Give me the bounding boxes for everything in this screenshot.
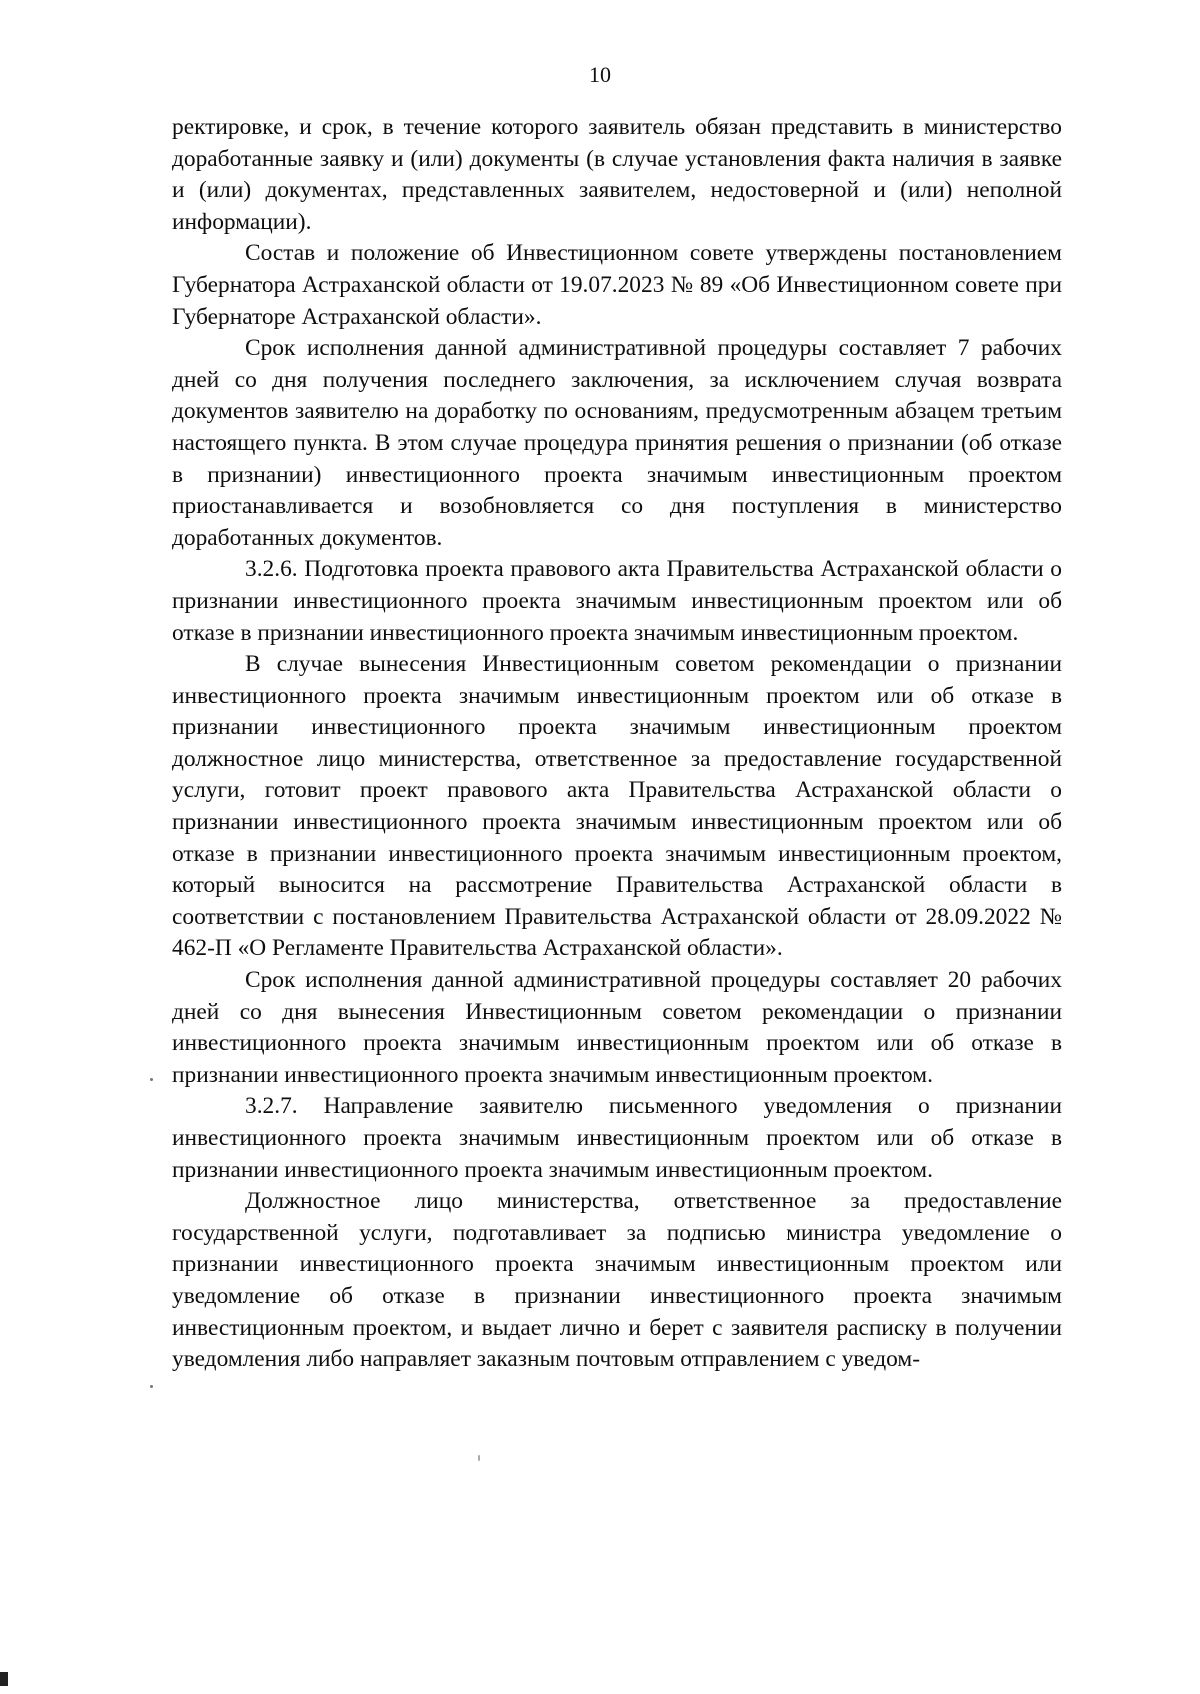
paragraph-draft-legal-act: В случае вынесения Инвестиционным советом рекомендации о признании инвестиционного проекта значимым инвестиционным проектом или об отказе в признании инвестиционного проекта значимым инвестиционным проектом должностное лицо министерства, ответственное за предоставление государственной услуги, готовит проект правового акта Правительства Астраханской области о признании инвестиционного проекта значимым инвестиционным проектом или об отказе в признании инвестиционного проекта значимым инвестиционным проектом, который выносится на рассмотрение Правительства Астраханской области в соответствии с постановлением Правительства Астраханской области от 28.09.2022 № 462-П «О Регламенте Правительства Астраханской области». [172,651,1062,962]
body-text [172,112,1062,1376]
section-heading-3-2-7: 3.2.7. Направление заявителю письменного уведомления о признании инвестиционного проекта значимым инвестиционным проектом или об отказе в признании инвестиционного проекта значимым инвестиционным проектом. [172,1093,1062,1183]
scan-speck [478,1455,480,1461]
scan-speck [150,1078,153,1081]
paragraph-continuation: ректировке, и срок, в течение которого заявитель обязан представить в министерство доработанные заявку и (или) документы (в случае установления факта наличия в заявке и (или) документах, представленных заявителем, недостоверной и (или) неполной информации). [172,114,1062,235]
paragraph-procedure-term-20-days: Срок исполнения данной административной процедуры составляет 20 рабочих дней со дня вынесения Инвестиционным советом рекомендации о признании инвестиционного проекта значимым инвестиционным проектом или об отказе в признании инвестиционного проекта значимым инвестиционным проектом. [172,967,1062,1088]
section-heading-3-2-6: 3.2.6. Подготовка проекта правового акта Правительства Астраханской области о признании инвестиционного проекта значимым инвестиционным проектом или об отказе в признании инвестиционного проекта значимым инвестиционным проектом. [172,556,1062,646]
paragraph-procedure-term-7-days: Срок исполнения данной административной процедуры составляет 7 рабочих дней со дня получения последнего заключения, за исключением случая возврата документов заявителю на доработку по основаниям, предусмотренным абзацем третьим настоящего пункта. В этом случае процедура принятия решения о признании (об отказе в признании) инвестиционного проекта значимым инвестиционным проектом приостанавливается и возобновляется со дня поступления в министерство доработанных документов. [172,335,1062,551]
scan-edge-mark [0,1672,8,1686]
paragraph-council-composition: Состав и положение об Инвестиционном совете утверждены постановлением Губернатора Астраханской области от 19.07.2023 № 89 «Об Инвестиционном совете при Губернаторе Астраханской области». [172,240,1062,330]
paragraph-notification: Должностное лицо министерства, ответственное за предоставление государственной услуги, подготавливает за подписью министра уведомление о признании инвестиционного проекта значимым инвестиционным проектом или уведомление об отказе в признании инвестиционного проекта значимым инвестиционным проектом, и выдает лично и берет с заявителя расписку в получении уведомления либо направляет заказным почтовым отправлением с уведом- [172,1188,1062,1373]
scan-speck [150,1385,153,1388]
page-number: 10 [589,62,611,87]
